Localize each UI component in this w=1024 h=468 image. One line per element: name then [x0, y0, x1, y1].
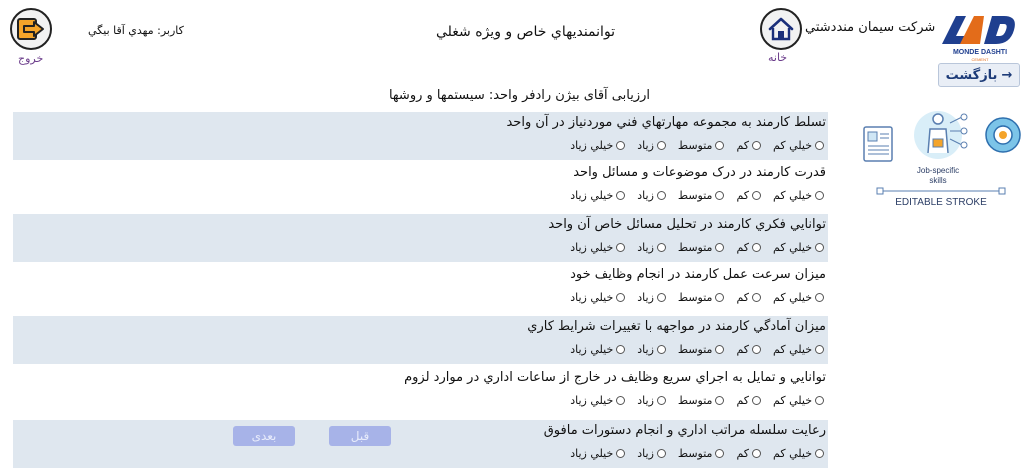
rating-option-label: متوسط: [677, 139, 713, 152]
question-text: قدرت كارمند در درک موضوعات و مسائل واحد: [573, 165, 826, 180]
rating-option-label: خيلي زياد: [570, 139, 614, 152]
radio-button[interactable]: [752, 191, 761, 200]
illustration-label-line2: skills: [929, 176, 947, 185]
radio-button[interactable]: [616, 449, 625, 458]
rating-option[interactable]: [678, 189, 725, 202]
rating-option[interactable]: [570, 343, 625, 356]
radio-button[interactable]: [752, 345, 761, 354]
rating-option-label: زياد: [637, 189, 654, 202]
radio-button[interactable]: [715, 243, 724, 252]
rating-options: [570, 139, 824, 152]
radio-button[interactable]: [616, 345, 625, 354]
radio-button[interactable]: [815, 396, 824, 405]
rating-option[interactable]: [570, 189, 625, 202]
rating-option[interactable]: [637, 394, 666, 407]
radio-button[interactable]: [657, 449, 666, 458]
logo-text: MONDE DASHTI: [952, 49, 1008, 56]
rating-option-label: خيلي كم: [773, 241, 812, 254]
rating-options: [570, 291, 824, 304]
rating-option-label: خيلي زياد: [570, 394, 614, 407]
rating-option-label: متوسط: [677, 447, 713, 460]
radio-button[interactable]: [616, 191, 625, 200]
radio-button[interactable]: [715, 293, 724, 302]
radio-button[interactable]: [616, 243, 625, 252]
rating-option[interactable]: [736, 139, 761, 152]
radio-button[interactable]: [657, 191, 666, 200]
rating-option[interactable]: [736, 447, 761, 460]
current-user: كاربر: مهدي آقا بيگي: [88, 24, 184, 37]
question-row: [13, 214, 828, 262]
rating-option[interactable]: [736, 394, 761, 407]
rating-option[interactable]: [678, 139, 725, 152]
rating-option-label: خيلي كم: [773, 189, 812, 202]
rating-option[interactable]: [736, 291, 761, 304]
radio-button[interactable]: [752, 396, 761, 405]
rating-option-label: متوسط: [677, 291, 713, 304]
rating-options: [570, 447, 824, 460]
radio-button[interactable]: [815, 191, 824, 200]
rating-option-label: خيلي كم: [773, 394, 812, 407]
rating-option[interactable]: [736, 241, 761, 254]
rating-option-label: متوسط: [677, 343, 713, 356]
radio-button[interactable]: [715, 449, 724, 458]
rating-option-label: كم: [736, 343, 750, 356]
rating-option-label: كم: [736, 189, 750, 202]
radio-button[interactable]: [657, 141, 666, 150]
rating-option[interactable]: [637, 447, 666, 460]
radio-button[interactable]: [616, 293, 625, 302]
rating-option[interactable]: [773, 291, 824, 304]
rating-option-label: زياد: [637, 343, 654, 356]
rating-option-label: زياد: [637, 291, 654, 304]
company-name: شركت سيمان منددشتي: [805, 20, 936, 35]
radio-button[interactable]: [657, 243, 666, 252]
rating-option[interactable]: [678, 291, 725, 304]
rating-option-label: زياد: [637, 241, 654, 254]
rating-option-label: خيلي زياد: [570, 343, 614, 356]
page-title: توانمنديهاي خاص و ويژه شغلي: [436, 24, 616, 40]
radio-button[interactable]: [752, 293, 761, 302]
home-icon: [767, 16, 795, 42]
radio-button[interactable]: [657, 396, 666, 405]
question-row: [13, 162, 828, 210]
back-button[interactable]: [938, 63, 1020, 87]
question-row: [13, 112, 828, 160]
rating-option[interactable]: [637, 139, 666, 152]
radio-button[interactable]: [815, 293, 824, 302]
rating-option-label: خيلي كم: [773, 291, 812, 304]
question-text: توانايي و تمايل به اجراي سريع وظايف در خارج از ساعات اداري در موارد لزوم: [404, 370, 826, 385]
rating-option-label: زياد: [637, 139, 654, 152]
rating-option[interactable]: [678, 241, 725, 254]
exit-button[interactable]: [10, 8, 52, 50]
evaluation-title: ارزيابی آقای بيژن رادفر واحد: سيستمها و روشها: [388, 88, 650, 103]
rating-option-label: خيلي زياد: [570, 447, 614, 460]
rating-option[interactable]: [678, 394, 725, 407]
rating-options: [570, 189, 824, 202]
rating-option[interactable]: [773, 343, 824, 356]
next-button[interactable]: بعدی: [233, 426, 295, 446]
radio-button[interactable]: [815, 243, 824, 252]
home-button[interactable]: [760, 8, 802, 50]
rating-option[interactable]: [637, 343, 666, 356]
rating-option[interactable]: [773, 241, 824, 254]
radio-button[interactable]: [715, 141, 724, 150]
rating-option-label: كم: [736, 447, 750, 460]
rating-option[interactable]: [773, 189, 824, 202]
rating-option[interactable]: [570, 241, 625, 254]
rating-option-label: خيلي كم: [773, 139, 812, 152]
radio-button[interactable]: [752, 449, 761, 458]
rating-options: [570, 394, 824, 407]
exit-label[interactable]: خروج: [18, 52, 44, 65]
back-label: بازگشت: [945, 67, 998, 83]
radio-button[interactable]: [616, 396, 625, 405]
rating-option-label: خيلي زياد: [570, 241, 614, 254]
exit-arrow-icon: [16, 16, 46, 42]
rating-options: [570, 241, 824, 254]
arrow-right-icon: →: [1001, 67, 1013, 83]
rating-option[interactable]: [570, 139, 625, 152]
rating-option-label: كم: [736, 291, 750, 304]
radio-button[interactable]: [815, 141, 824, 150]
question-text: ميزان سرعت عمل كارمند در انجام وظايف خود: [570, 267, 826, 282]
radio-button[interactable]: [815, 449, 824, 458]
rating-option[interactable]: [570, 291, 625, 304]
rating-option[interactable]: [736, 343, 761, 356]
rating-option-label: خيلي كم: [773, 343, 812, 356]
rating-option-label: متوسط: [677, 189, 713, 202]
radio-button[interactable]: [657, 293, 666, 302]
radio-button[interactable]: [657, 345, 666, 354]
company-logo: [938, 4, 1022, 64]
radio-button[interactable]: [715, 345, 724, 354]
question-text: توانايي فكري كارمند در تحليل مسائل خاص آن واحد: [548, 217, 826, 232]
radio-button[interactable]: [752, 243, 761, 252]
question-text: ميزان آمادگي كارمند در مواجهه با تغييرات شرايط كاري: [527, 319, 826, 334]
radio-button[interactable]: [752, 141, 761, 150]
rating-option[interactable]: [678, 447, 725, 460]
rating-options: [570, 343, 824, 356]
rating-option[interactable]: [637, 241, 666, 254]
illustration-caption: EDITABLE STROKE: [895, 197, 987, 208]
rating-option-label: خيلي زياد: [570, 291, 614, 304]
question-text: تسلط كارمند به مجموعه مهارتهاي فني موردنياز در آن واحد: [506, 115, 826, 130]
rating-option[interactable]: [736, 189, 761, 202]
rating-option[interactable]: [637, 291, 666, 304]
rating-option-label: كم: [736, 139, 750, 152]
rating-option-label: زياد: [637, 394, 654, 407]
illustration-label-line1: Job-specific: [916, 166, 960, 175]
radio-button[interactable]: [715, 191, 724, 200]
rating-option-label: خيلي كم: [773, 447, 812, 460]
job-skills-illustration: [858, 105, 1024, 210]
radio-button[interactable]: [815, 345, 824, 354]
rating-option-label: متوسط: [677, 241, 713, 254]
rating-option[interactable]: [637, 189, 666, 202]
logo-subtext: CEMENT: [971, 57, 989, 62]
rating-option[interactable]: [773, 394, 824, 407]
question-text: رعايت سلسله مراتب اداري و انجام دستورات مافوق: [543, 423, 826, 438]
radio-button[interactable]: [616, 141, 625, 150]
question-row: [13, 367, 828, 415]
rating-option[interactable]: [773, 447, 824, 460]
rating-option[interactable]: [678, 343, 725, 356]
rating-option-label: متوسط: [677, 394, 713, 407]
rating-option[interactable]: [773, 139, 824, 152]
rating-option-label: كم: [736, 394, 750, 407]
previous-button[interactable]: قبل: [329, 426, 391, 446]
rating-option-label: كم: [736, 241, 750, 254]
question-row: [13, 420, 828, 468]
radio-button[interactable]: [715, 396, 724, 405]
rating-option-label: خيلي زياد: [570, 189, 614, 202]
question-row: [13, 264, 828, 312]
home-label[interactable]: خانه: [768, 51, 788, 64]
question-row: [13, 316, 828, 364]
rating-option[interactable]: [570, 394, 625, 407]
rating-option-label: زياد: [637, 447, 654, 460]
rating-option[interactable]: [570, 447, 625, 460]
